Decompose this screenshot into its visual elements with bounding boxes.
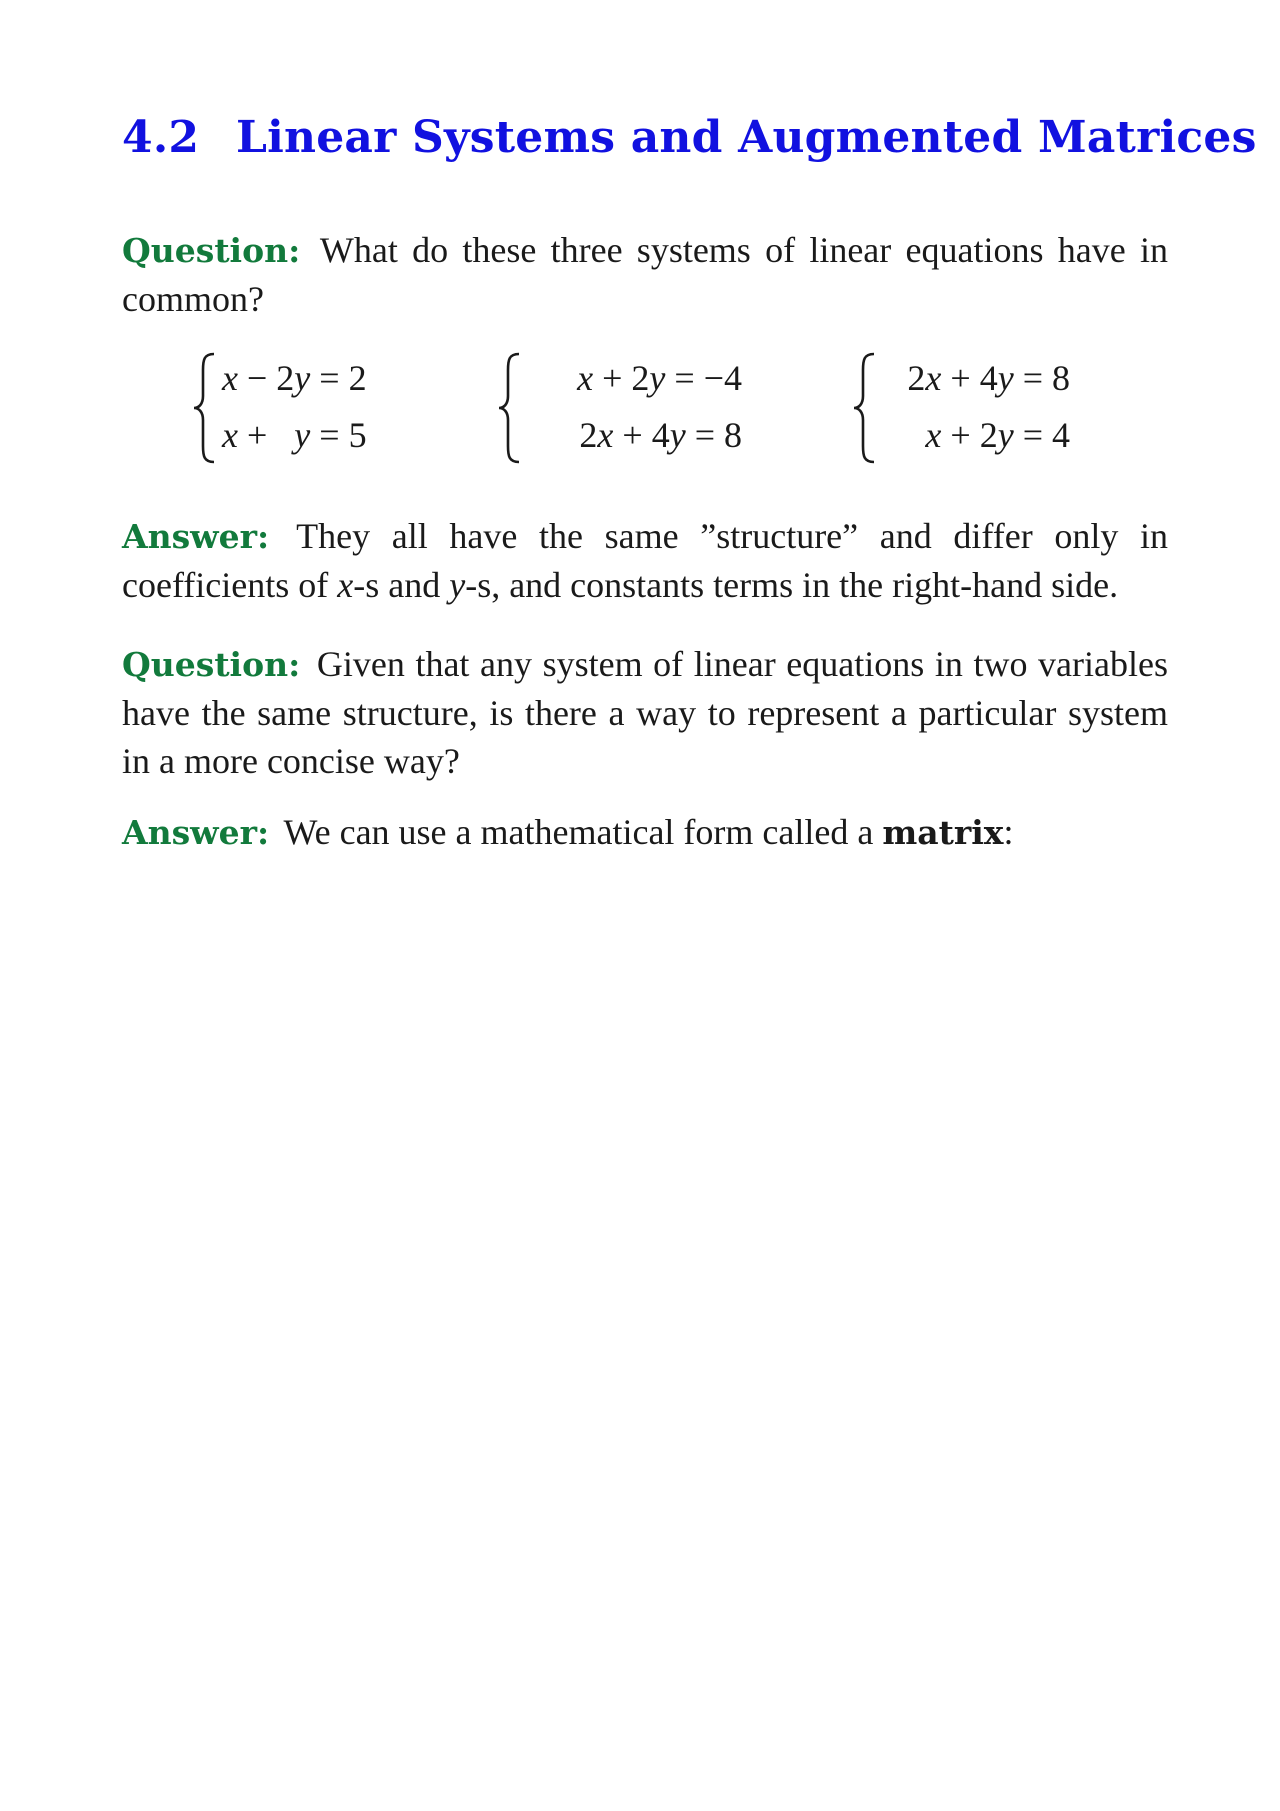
answer-paragraph-2 bbox=[122, 808, 1168, 857]
equations bbox=[222, 350, 367, 464]
equation-system-1 bbox=[192, 350, 422, 468]
section-number: 4.2 bbox=[122, 112, 200, 163]
equations bbox=[882, 350, 1070, 464]
equations bbox=[527, 350, 742, 464]
question-label: Question: bbox=[122, 645, 301, 684]
question-text: What do these three systems of linear equations have in common? bbox=[122, 230, 1168, 319]
math-variable: x bbox=[222, 415, 238, 455]
equation-system-2 bbox=[497, 350, 767, 468]
equation-systems bbox=[122, 350, 1168, 468]
math-variable: y bbox=[997, 358, 1014, 398]
trailing-colon: : bbox=[1003, 812, 1014, 852]
math-variable: x bbox=[222, 358, 238, 398]
answer-label: Answer: bbox=[122, 517, 270, 556]
equation: x − 2y = 2 bbox=[222, 358, 367, 398]
question-paragraph-1 bbox=[122, 226, 1168, 323]
equation-system-3 bbox=[852, 350, 1102, 468]
left-brace-icon bbox=[192, 352, 218, 464]
answer-text: We can use a mathematical form called a bbox=[283, 812, 874, 852]
answer-paragraph-1 bbox=[122, 512, 1168, 609]
equation: x + 2y = 4 bbox=[925, 415, 1070, 455]
math-variable: y bbox=[294, 415, 311, 455]
question-label: Question: bbox=[122, 231, 301, 270]
equation: 2x + 4y = 8 bbox=[907, 358, 1070, 398]
equation: 2x + 4y = 8 bbox=[579, 415, 742, 455]
variable-x: x bbox=[337, 565, 354, 605]
math-variable: x bbox=[925, 358, 942, 398]
section-title: Linear Systems and Augmented Matrices bbox=[236, 112, 1257, 163]
answer-label: Answer: bbox=[122, 813, 270, 852]
math-variable: x bbox=[597, 415, 614, 455]
answer-text: -s and bbox=[353, 565, 450, 605]
math-variable: y bbox=[997, 415, 1014, 455]
equation: x + 2y = −4 bbox=[577, 358, 742, 398]
math-variable: x bbox=[925, 415, 942, 455]
question-paragraph-2 bbox=[122, 640, 1168, 785]
answer-text: They all have the same ”structure” and differ only in coefficients of bbox=[122, 516, 1168, 605]
math-variable: x bbox=[577, 358, 594, 398]
section-heading bbox=[122, 112, 1257, 163]
equation: x + y = 5 bbox=[222, 415, 367, 455]
math-variable: y bbox=[294, 358, 311, 398]
left-brace-icon bbox=[497, 352, 523, 464]
term-matrix: matrix bbox=[882, 813, 1004, 852]
math-variable: y bbox=[669, 415, 686, 455]
question-text: Given that any system of linear equations in two variables have the same structure, is there a way to represent a particular system in a more concise way? bbox=[122, 644, 1168, 781]
variable-y: y bbox=[449, 565, 466, 605]
left-brace-icon bbox=[852, 352, 878, 464]
answer-text: -s, and constants terms in the right-hand side. bbox=[465, 565, 1119, 605]
math-variable: y bbox=[649, 358, 666, 398]
